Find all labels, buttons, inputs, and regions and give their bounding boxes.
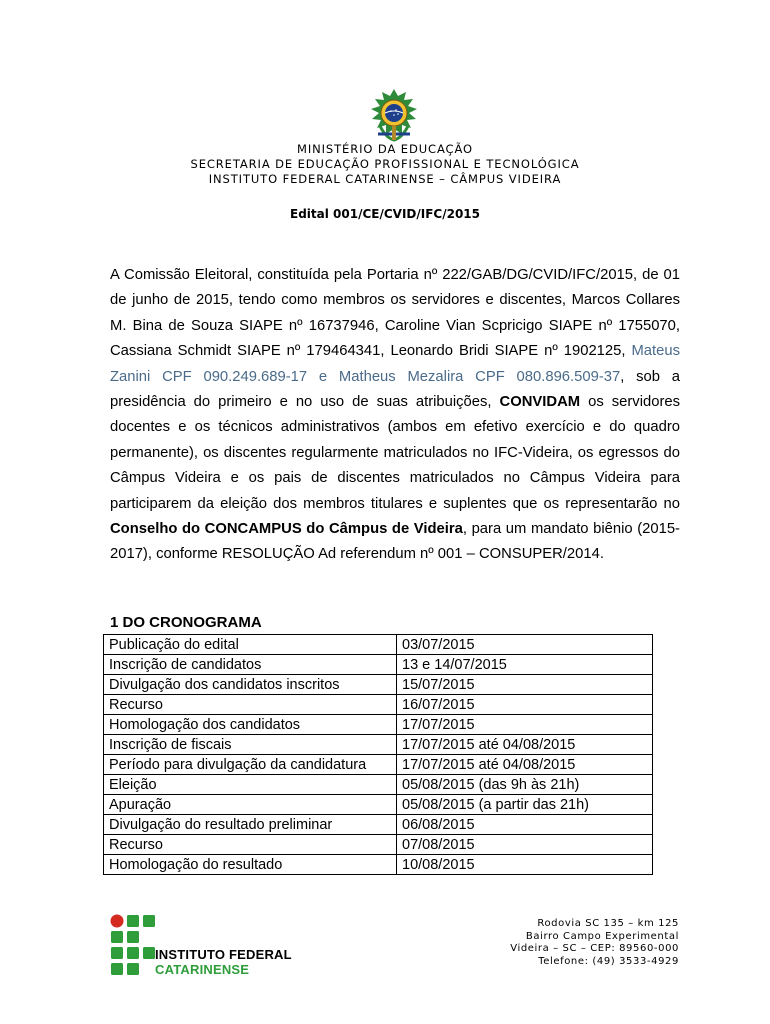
cronograma-data: 17/07/2015 <box>397 715 653 735</box>
logo-line-2: CATARINENSE <box>155 962 250 977</box>
cronograma-etapa: Apuração <box>104 795 397 815</box>
cronograma-data: 10/08/2015 <box>397 855 653 875</box>
body-text-4: , para um mandato biênio (2015-2017), conforme RESOLUÇÃO Ad referendum nº 001 – CONSUPER/2014. <box>110 521 680 563</box>
cronograma-etapa: Publicação do edital <box>104 635 397 655</box>
cronograma-data: 03/07/2015 <box>397 635 653 655</box>
edital-title: Edital 001/CE/CVID/IFC/2015 <box>290 207 480 221</box>
cronograma-data: 15/07/2015 <box>397 675 653 695</box>
cronograma-data: 17/07/2015 até 04/08/2015 <box>397 735 653 755</box>
body-text-1: A Comissão Eleitoral, constituída pela Portaria nº 222/GAB/DG/CVID/IFC/2015, de 01 de junho de 2015, tendo como membros os servidores e discentes, Marcos Collares M. Bina de Souza SIAPE nº 16737946, Caroline Vian Scpricigo SIAPE nº 1755070, Cassiana Schmidt SIAPE nº 179464341, Leonardo Bridi SIAPE nº 1902125, <box>110 267 680 360</box>
cronograma-data: 06/08/2015 <box>397 815 653 835</box>
table-row <box>104 655 653 675</box>
body-text-3: os servidores docentes e os técnicos administrativos (ambos em efetivo exercício e do quadro permanente), os discentes regularmente matriculados no IFC-Videira, os egressos do Câmpus Videira e os pais de discentes matriculados no Câmpus Videira para participarem da eleição dos membros titulares e suplentes que os representarão no <box>110 394 680 512</box>
address-line: Telefone: (49) 3533-4929 <box>538 955 679 967</box>
cronograma-data: 17/07/2015 até 04/08/2015 <box>397 755 653 775</box>
table-row <box>104 775 653 795</box>
brazil-coat-of-arms-icon <box>364 86 424 146</box>
table-row <box>104 755 653 775</box>
cronograma-etapa: Período para divulgação da candidatura <box>104 755 397 775</box>
cronograma-data: 05/08/2015 (das 9h às 21h) <box>397 775 653 795</box>
table-row <box>104 855 653 875</box>
header-secretariat: SECRETARIA DE EDUCAÇÃO PROFISSIONAL E TECNOLÓGICA <box>190 157 580 171</box>
body-text-conselho: Conselho do CONCAMPUS do Câmpus de Videira <box>110 521 463 538</box>
cronograma-data: 16/07/2015 <box>397 695 653 715</box>
cronograma-etapa: Divulgação dos candidatos inscritos <box>104 675 397 695</box>
cronograma-etapa: Inscrição de fiscais <box>104 735 397 755</box>
body-text-2: , sob a presidência do primeiro e no uso de suas atribuições, <box>110 368 681 411</box>
table-row <box>104 735 653 755</box>
cronograma-data: 05/08/2015 (a partir das 21h) <box>397 795 653 815</box>
footer-address <box>510 918 679 968</box>
table-row <box>104 715 653 735</box>
address-line: Videira – SC – CEP: 89560-000 <box>510 943 679 954</box>
header-institute: INSTITUTO FEDERAL CATARINENSE – CÂMPUS VIDEIRA <box>208 172 562 186</box>
table-row <box>104 815 653 835</box>
cronograma-etapa: Recurso <box>104 695 397 715</box>
cronograma-etapa: Homologação do resultado <box>104 855 397 875</box>
logo-line-1: INSTITUTO FEDERAL <box>155 947 292 962</box>
section-title-cronograma: 1 DO CRONOGRAMA <box>110 614 262 631</box>
logo-text <box>155 947 292 977</box>
cronograma-etapa: Divulgação do resultado preliminar <box>104 815 397 835</box>
cronograma-data: 07/08/2015 <box>397 835 653 855</box>
cronograma-data: 13 e 14/07/2015 <box>397 655 653 675</box>
table-row <box>104 675 653 695</box>
body-text-convidam: CONVIDAM <box>499 394 581 411</box>
address-line: Rodovia SC 135 – km 125 <box>537 918 679 929</box>
address-line: Bairro Campo Experimental <box>525 930 679 942</box>
table-row <box>104 835 653 855</box>
table-row <box>104 695 653 715</box>
document-header <box>0 142 770 187</box>
cronograma-etapa: Eleição <box>104 775 397 795</box>
cronograma-etapa: Inscrição de candidatos <box>104 655 397 675</box>
body-paragraph <box>110 263 680 568</box>
table-row <box>104 635 653 655</box>
body-text-students: Mateus Zanini CPF 090.249.689-17 e Matheus Mezalira CPF 080.896.509-37 <box>110 343 680 385</box>
cronograma-etapa: Recurso <box>104 835 397 855</box>
cronograma-etapa: Homologação dos candidatos <box>104 715 397 735</box>
header-ministry: MINISTÉRIO DA EDUCAÇÃO <box>297 142 473 156</box>
table-row <box>104 795 653 815</box>
cronograma-table <box>103 634 653 875</box>
